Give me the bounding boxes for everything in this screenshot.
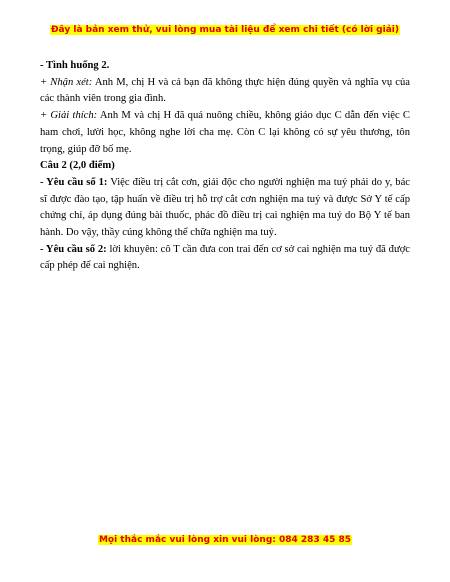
comment-label: + Nhận xét: [40, 76, 93, 88]
requirement-2-label: - Yêu cầu số 2: [40, 243, 107, 255]
contact-notice-banner [0, 535, 450, 545]
situation-2-title: - Tình huống 2. [40, 60, 110, 71]
question-2-title: Câu 2 (2,0 điểm) [40, 160, 115, 172]
requirement-1-text: Việc điều trị cắt cơn, giải độc cho người nghiện ma tuý phải do y, bác sĩ được đào tạo, tập huấn về điều trị hỗ trợ cắt cơn nghiện ma tuý và được Sở Y tế cấp chứng chỉ, áp dụng đúng bài thuốc, phác đồ điều trị cai nghiện ma tuý do Bộ Y tế ban hành. Do vậy, thầy cúng không thể chữa nghiện ma tuý. [40, 176, 410, 239]
requirement-1 [40, 175, 410, 242]
requirement-2-text: lời khuyên: cô T cần đưa con trai đến cơ sở cai nghiện ma tuý đã được cấp phép để cai nghiện. [40, 243, 410, 272]
explanation-label: + Giải thích: [40, 110, 98, 122]
situation-2-comment [40, 75, 410, 108]
requirement-2 [40, 242, 410, 275]
preview-notice-text: Đây là bản xem thử, vui lòng mua tài liệu để xem chi tiết (có lời giải) [51, 25, 399, 35]
preview-notice-banner [0, 25, 450, 35]
contact-notice-text: Mọi thắc mắc vui lòng xin vui lòng: 084 283 45 85 [98, 535, 352, 545]
document-body [40, 58, 410, 275]
situation-2-explanation [40, 108, 410, 158]
comment-text: Anh M, chị H và cả bạn đã không thực hiện đúng quyền và nghĩa vụ của các thành viên trong gia đình. [40, 76, 410, 105]
requirement-1-label: - Yêu cầu số 1: [40, 176, 108, 188]
explanation-text: Anh M và chị H đã quá nuông chiều, không giáo dục C dẫn đến việc C ham chơi, lười học, không nghe lời cha mẹ. Còn C lại không có sự yêu thương, tôn trọng, giúp đỡ bố mẹ. [40, 110, 410, 155]
